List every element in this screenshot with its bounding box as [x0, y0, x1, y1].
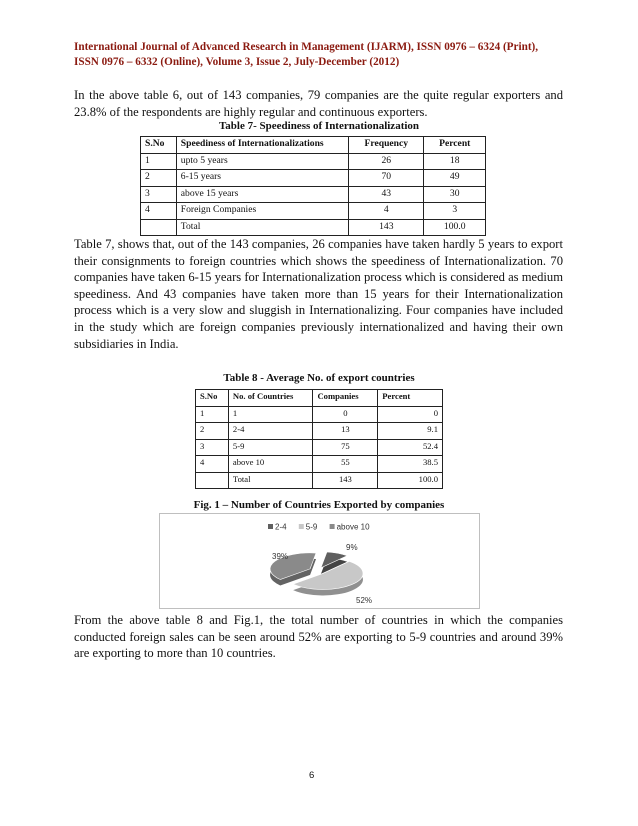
table-cell: 70 [349, 170, 424, 187]
table-cell: 4 [196, 456, 229, 473]
journal-header-line2: ISSN 0976 – 6332 (Online), Volume 3, Issue 2, July-December (2012) [74, 56, 400, 68]
table7-header-row [141, 137, 486, 154]
table-cell: 30 [424, 186, 486, 203]
table8-header-cell: No. of Countries [228, 390, 313, 407]
table8-header-row [196, 390, 443, 407]
table-cell: 9.1 [378, 423, 443, 440]
pie-data-label: 52% [356, 596, 373, 605]
legend-swatch [299, 524, 304, 529]
table-cell: Total [176, 219, 348, 236]
table-row [141, 153, 486, 170]
table-cell: Total [228, 472, 313, 489]
table-row-total [196, 472, 443, 489]
table-cell: 13 [313, 423, 378, 440]
table-cell: 52.4 [378, 439, 443, 456]
table-cell: 38.5 [378, 456, 443, 473]
figure1-caption: Fig. 1 – Number of Countries Exported by companies [193, 499, 445, 511]
table-row [196, 406, 443, 423]
table-cell: 5-9 [228, 439, 313, 456]
legend-label: 2-4 [275, 522, 287, 532]
table-cell: 75 [313, 439, 378, 456]
table-row [196, 439, 443, 456]
table-row [141, 203, 486, 220]
table-cell [196, 472, 229, 489]
table8 [195, 389, 443, 489]
table-cell: above 10 [228, 456, 313, 473]
table7-caption: Table 7- Speediness of Internationalization [218, 120, 420, 132]
table7-header-cell: Frequency [349, 137, 424, 154]
table-cell: 1 [196, 406, 229, 423]
paragraph-2: Table 7, shows that, out of the 143 companies, 26 companies have taken hardly 5 years to export their consignments to foreign countries which shows the speediness of Internationalization. 70 companies have taken 6-15 years for Internationalization process which is considered as medium speediness. And 43 companies have taken more than 15 years for their Internationalization process which is a very slow and sluggish in Internationalizing. Four companies have included in the study which are foreign companies previously internationalized and having their own subsidiaries in India. [74, 237, 563, 351]
table7-header-cell: Percent [424, 137, 486, 154]
table-cell: 4 [349, 203, 424, 220]
table-cell: 143 [313, 472, 378, 489]
table-cell: 55 [313, 456, 378, 473]
table7-header-cell: Speediness of Internationalizations [176, 137, 348, 154]
table7-header-cell: S.No [141, 137, 177, 154]
table-cell: 2 [196, 423, 229, 440]
table-cell: 43 [349, 186, 424, 203]
legend-swatch [330, 524, 335, 529]
legend-label: 5-9 [305, 522, 318, 532]
table-cell: upto 5 years [176, 153, 348, 170]
table-cell: 0 [378, 406, 443, 423]
page-number: 6 [309, 770, 315, 781]
table-cell: 4 [141, 203, 177, 220]
table7 [140, 136, 486, 236]
table-cell: 3 [141, 186, 177, 203]
table8-header-cell: Percent [378, 390, 443, 407]
journal-header [74, 40, 574, 70]
table-cell: 26 [349, 153, 424, 170]
table-row [196, 456, 443, 473]
table-cell: 1 [228, 406, 313, 423]
paragraph-1: In the above table 6, out of 143 companies, 79 companies are the quite regular exporters and 23.8% of the respondents are highly regular and continuous exporters. [74, 88, 563, 119]
journal-header-line1: International Journal of Advanced Research in Management (IJARM), ISSN 0976 – 6324 (Print), [74, 41, 539, 53]
table-cell: 143 [349, 219, 424, 236]
table-cell: 6-15 years [176, 170, 348, 187]
table-cell: 100.0 [424, 219, 486, 236]
legend-swatch [268, 524, 273, 529]
table-cell [141, 219, 177, 236]
table-row-total [141, 219, 486, 236]
table-cell: 2-4 [228, 423, 313, 440]
table-cell: 100.0 [378, 472, 443, 489]
table-row [196, 423, 443, 440]
pie-chart [160, 514, 479, 608]
table-cell: 2 [141, 170, 177, 187]
table-cell: 3 [196, 439, 229, 456]
table-cell: 3 [424, 203, 486, 220]
table-cell: above 15 years [176, 186, 348, 203]
table-row [141, 170, 486, 187]
paragraph-3: From the above table 8 and Fig.1, the total number of countries in which the companies conducted foreign sales can be seen around 52% are exporting to 5-9 countries and around 39% are exporting to more than 10 countries. [74, 613, 563, 661]
table8-caption: Table 8 - Average No. of export countries [223, 372, 415, 384]
table8-header-cell: S.No [196, 390, 229, 407]
pie-chart-frame [159, 513, 480, 609]
table-cell: 1 [141, 153, 177, 170]
chart-legend [268, 523, 370, 532]
table8-header-cell: Companies [313, 390, 378, 407]
table-cell: 18 [424, 153, 486, 170]
table-cell: 49 [424, 170, 486, 187]
pie-data-label: 39% [272, 552, 289, 561]
table-cell: Foreign Companies [176, 203, 348, 220]
pie-data-label: 9% [346, 543, 358, 552]
table-row [141, 186, 486, 203]
table-cell: 0 [313, 406, 378, 423]
legend-label: above 10 [336, 522, 370, 532]
